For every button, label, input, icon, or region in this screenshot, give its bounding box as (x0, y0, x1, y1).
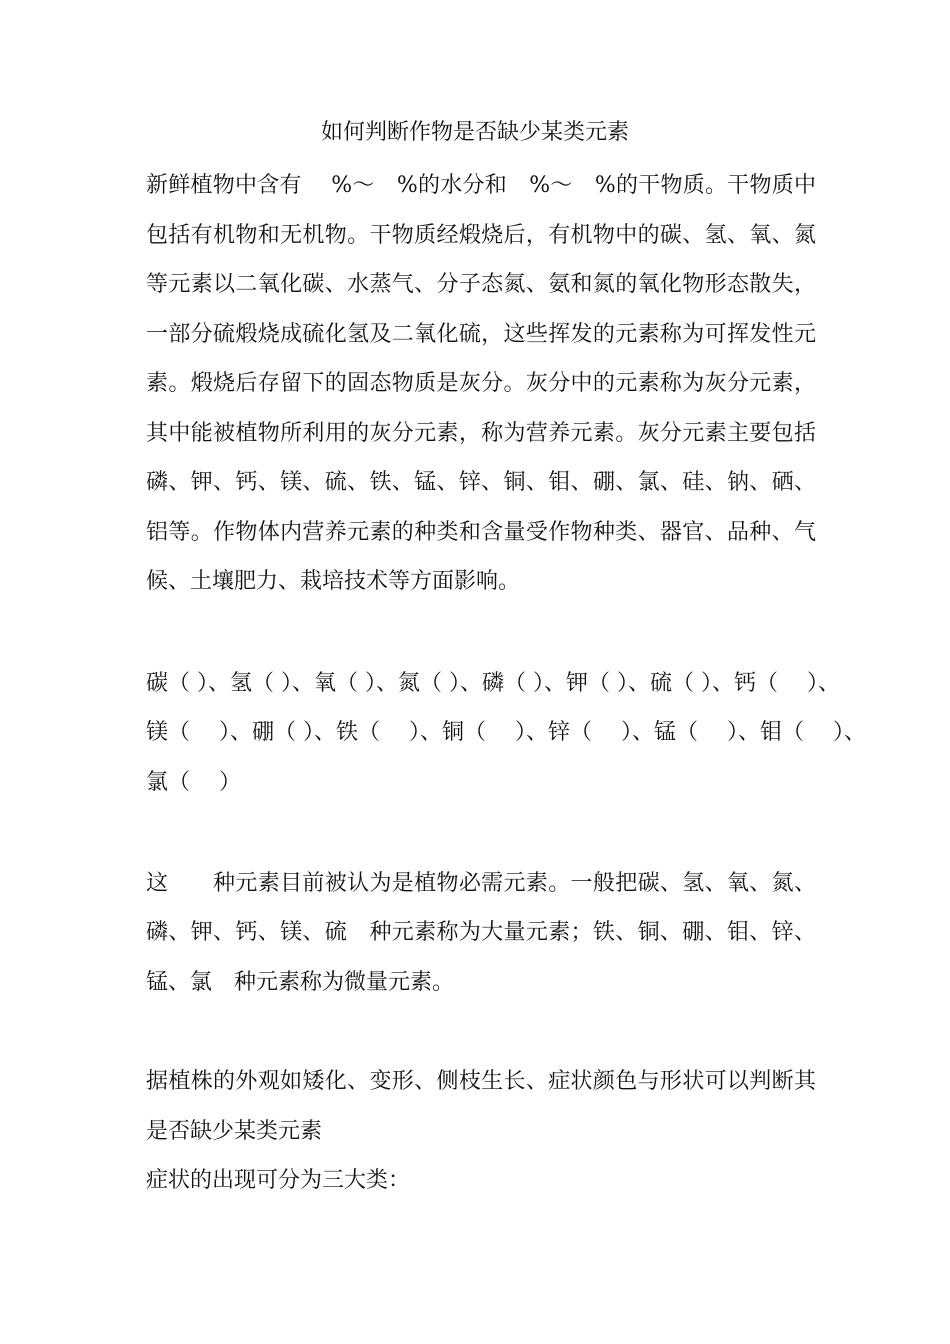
elements-list-line-3: 氯（ ） (146, 770, 241, 795)
para4-line-1: 据植株的外观如矮化、变形、侧枝生长、症状颜色与形状可以判断其 (146, 1069, 816, 1094)
para1-line-6: 其中能被植物所利用的灰分元素，称为营养元素。灰分元素主要包括 (146, 421, 816, 446)
para1-line-8: 铝等。作物体内营养元素的种类和含量受作物种类、器官、品种、气 (146, 520, 816, 545)
para3-line-3: 锰、氯 种元素称为微量元素。 (146, 970, 455, 995)
para1-line-3: 等元素以二氧化碳、水蒸气、分子态氮、氨和氮的氧化物形态散失， (146, 272, 816, 297)
para3-line-2: 磷、钾、钙、镁、硫 种元素称为大量元素；铁、铜、硼、钼、锌、 (146, 920, 816, 945)
para4-line-3: 症状的出现可分为三大类： (146, 1168, 411, 1193)
para1-line-9: 候、土壤肥力、栽培技术等方面影响。 (146, 569, 521, 594)
elements-list-line-2: 镁（ ）、硼（ ）、铁（ ）、铜（ ）、锌（ ）、锰（ ）、钼（ ）、 (146, 720, 866, 745)
para4-line-2: 是否缺少某类元素 (146, 1119, 323, 1144)
para1-line-2: 包括有机物和无机物。干物质经煅烧后，有机物中的碳、氢、氧、氮 (146, 223, 816, 248)
para1-line-1: 新鲜植物中含有 %～ %的水分和 %～ %的干物质。干物质中 (146, 173, 816, 198)
para1-line-5: 素。煅烧后存留下的固态物质是灰分。灰分中的元素称为灰分元素， (146, 371, 816, 396)
para3-line-1: 这 种元素目前被认为是植物必需元素。一般把碳、氢、氧、氮、 (146, 871, 816, 896)
para1-line-7: 磷、钾、钙、镁、硫、铁、锰、锌、铜、钼、硼、氯、硅、钠、硒、 (146, 470, 816, 495)
elements-list-line-1: 碳（ ）、氢（ ）、氧（ ）、氮（ ）、磷（ ）、钾（ ）、硫（ ）、钙（ ）、 (146, 671, 840, 696)
page-title: 如何判断作物是否缺少某类元素 (320, 120, 629, 145)
para1-line-4: 一部分硫煅烧成硫化氢及二氧化硫，这些挥发的元素称为可挥发性元 (146, 322, 816, 347)
